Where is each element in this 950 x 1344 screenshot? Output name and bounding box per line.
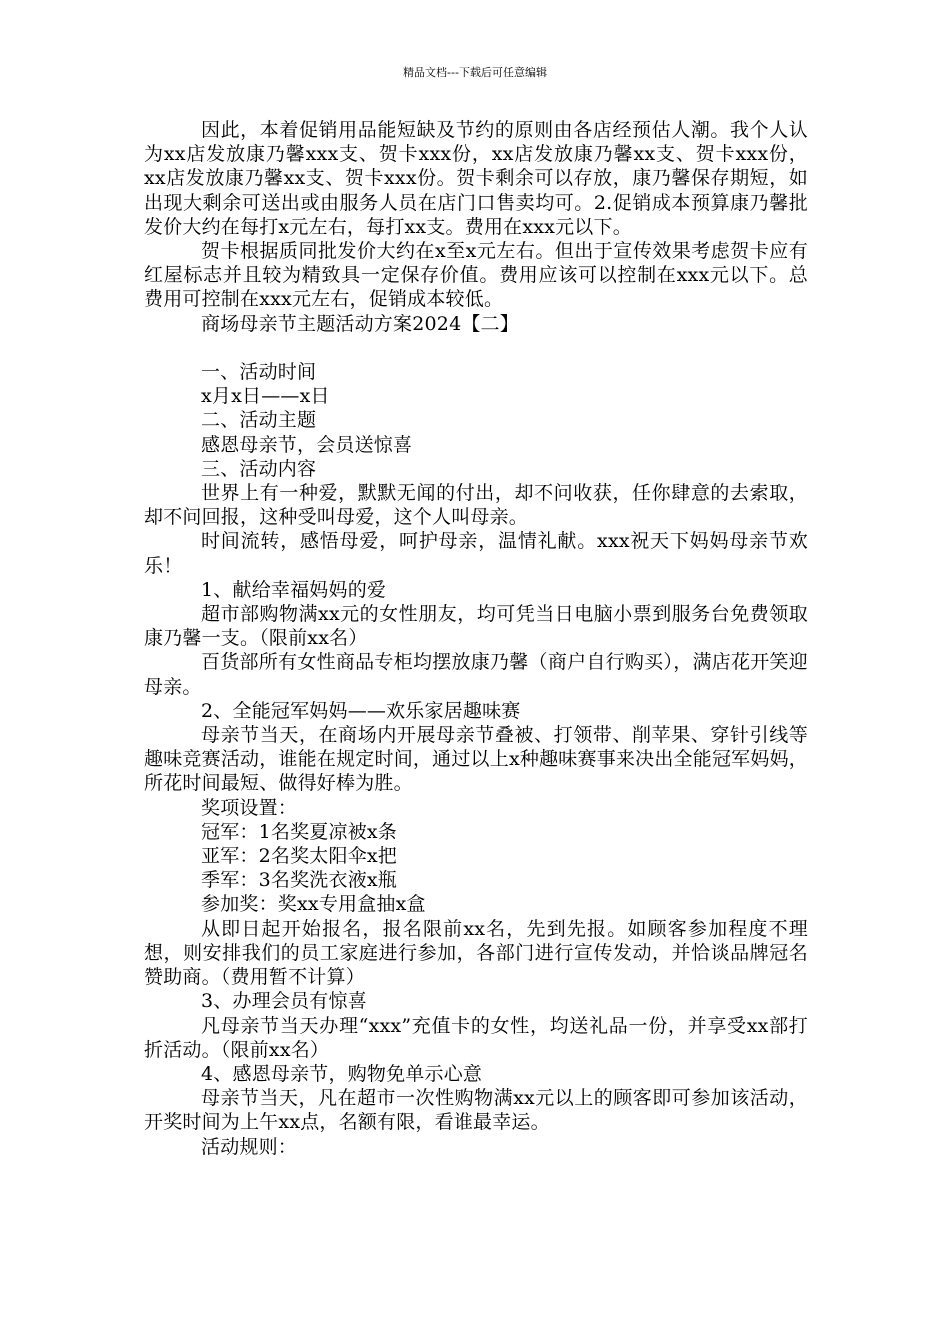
- paragraph: 贺卡根据质同批发价大约在x至x元左右。但出于宣传效果考虑贺卡应有红屋标志并且较为精致具一定保存价值。费用应该可以控制在xxx元以下。总费用可控制在xxx元左右，促销成本较低。: [144, 240, 808, 311]
- heading: 一、活动时间: [201, 361, 317, 384]
- prize-line: 亚军：2名奖太阳伞x把: [201, 845, 398, 868]
- paragraph: 从即日起开始报名，报名限前xx名，先到先报。如顾客参加程度不理想，则安排我们的员工家庭进行参加，各部门进行宣传发动，并恰谈品牌冠名赞助商。（费用暂不计算）: [144, 917, 808, 989]
- prize-line: 冠军：1名奖夏凉被x条: [201, 820, 398, 843]
- text-line: 感恩母亲节，会员送惊喜: [201, 433, 413, 456]
- paragraph: 时间流转，感悟母爱，呵护母亲，温情礼献。xxx祝天下妈妈母亲节欢乐！: [144, 530, 808, 577]
- paragraph: 母亲节当天，凡在超市一次性购物满xx元以上的顾客即可参加该活动，开奖时间为上午xx点，名额有限，看谁最幸运。: [144, 1087, 808, 1134]
- text-line: 活动规则：: [201, 1135, 298, 1158]
- subheading: 4、感恩母亲节，购物免单示心意: [201, 1062, 483, 1085]
- section-title: 商场母亲节主题活动方案2024【二】: [201, 312, 519, 335]
- text-line: x月x日——x日: [201, 385, 330, 408]
- paragraph: 百货部所有女性商品专柜均摆放康乃馨（商户自行购买），满店花开笑迎母亲。: [144, 651, 808, 698]
- page-header: 精品文档---下载后可任意编辑: [403, 66, 547, 79]
- prize-line: 季军：3名奖洗衣液x瓶: [201, 869, 398, 892]
- subheading: 1、献给幸福妈妈的爱: [201, 578, 387, 601]
- paragraph: 世界上有一种爱，默默无闻的付出，却不问收获，任你肆意的去索取，却不问回报，这种受叫母爱，这个人叫母亲。: [144, 482, 808, 529]
- subheading: 2、全能冠军妈妈——欢乐家居趣味赛: [201, 699, 521, 722]
- document-body: [144, 118, 808, 1159]
- text-line: 奖项设置：: [201, 796, 298, 819]
- paragraph: 母亲节当天，在商场内开展母亲节叠被、打领带、削苹果、穿针引线等趣味竞赛活动，谁能在规定时间，通过以上x种趣味赛事来决出全能冠军妈妈，所花时间最短、做得好棒为胜。: [144, 724, 808, 795]
- heading: 二、活动主题: [201, 409, 317, 432]
- subheading: 3、办理会员有惊喜: [201, 990, 367, 1013]
- paragraph: 凡母亲节当天办理“xxx”充值卡的女性，均送礼品一份，并享受xx部打折活动。（限前xx名）: [144, 1014, 808, 1061]
- blank-line: [144, 336, 808, 360]
- paragraph: 因此，本着促销用品能短缺及节约的原则由各店经预估人潮。我个人认为xx店发放康乃馨xxx支、贺卡xxx份，xx店发放康乃馨xx支、贺卡xxx份，xx店发放康乃馨xx支、贺卡xxx份。贺卡剩余可以存放，康乃馨保存期短，如出现大剩余可送出或由服务人员在店门口售卖均可。2.促销成本预算康乃馨批发价大约在每打x元左右，每打xx支。费用在xxx元以下。: [144, 119, 808, 238]
- heading: 三、活动内容: [201, 457, 317, 480]
- prize-line: 参加奖：奖xx专用盒抽x盒: [201, 893, 426, 916]
- paragraph: 超市部购物满xx元的女性朋友，均可凭当日电脑小票到服务台免费领取康乃馨一支。（限前xx名）: [144, 603, 808, 650]
